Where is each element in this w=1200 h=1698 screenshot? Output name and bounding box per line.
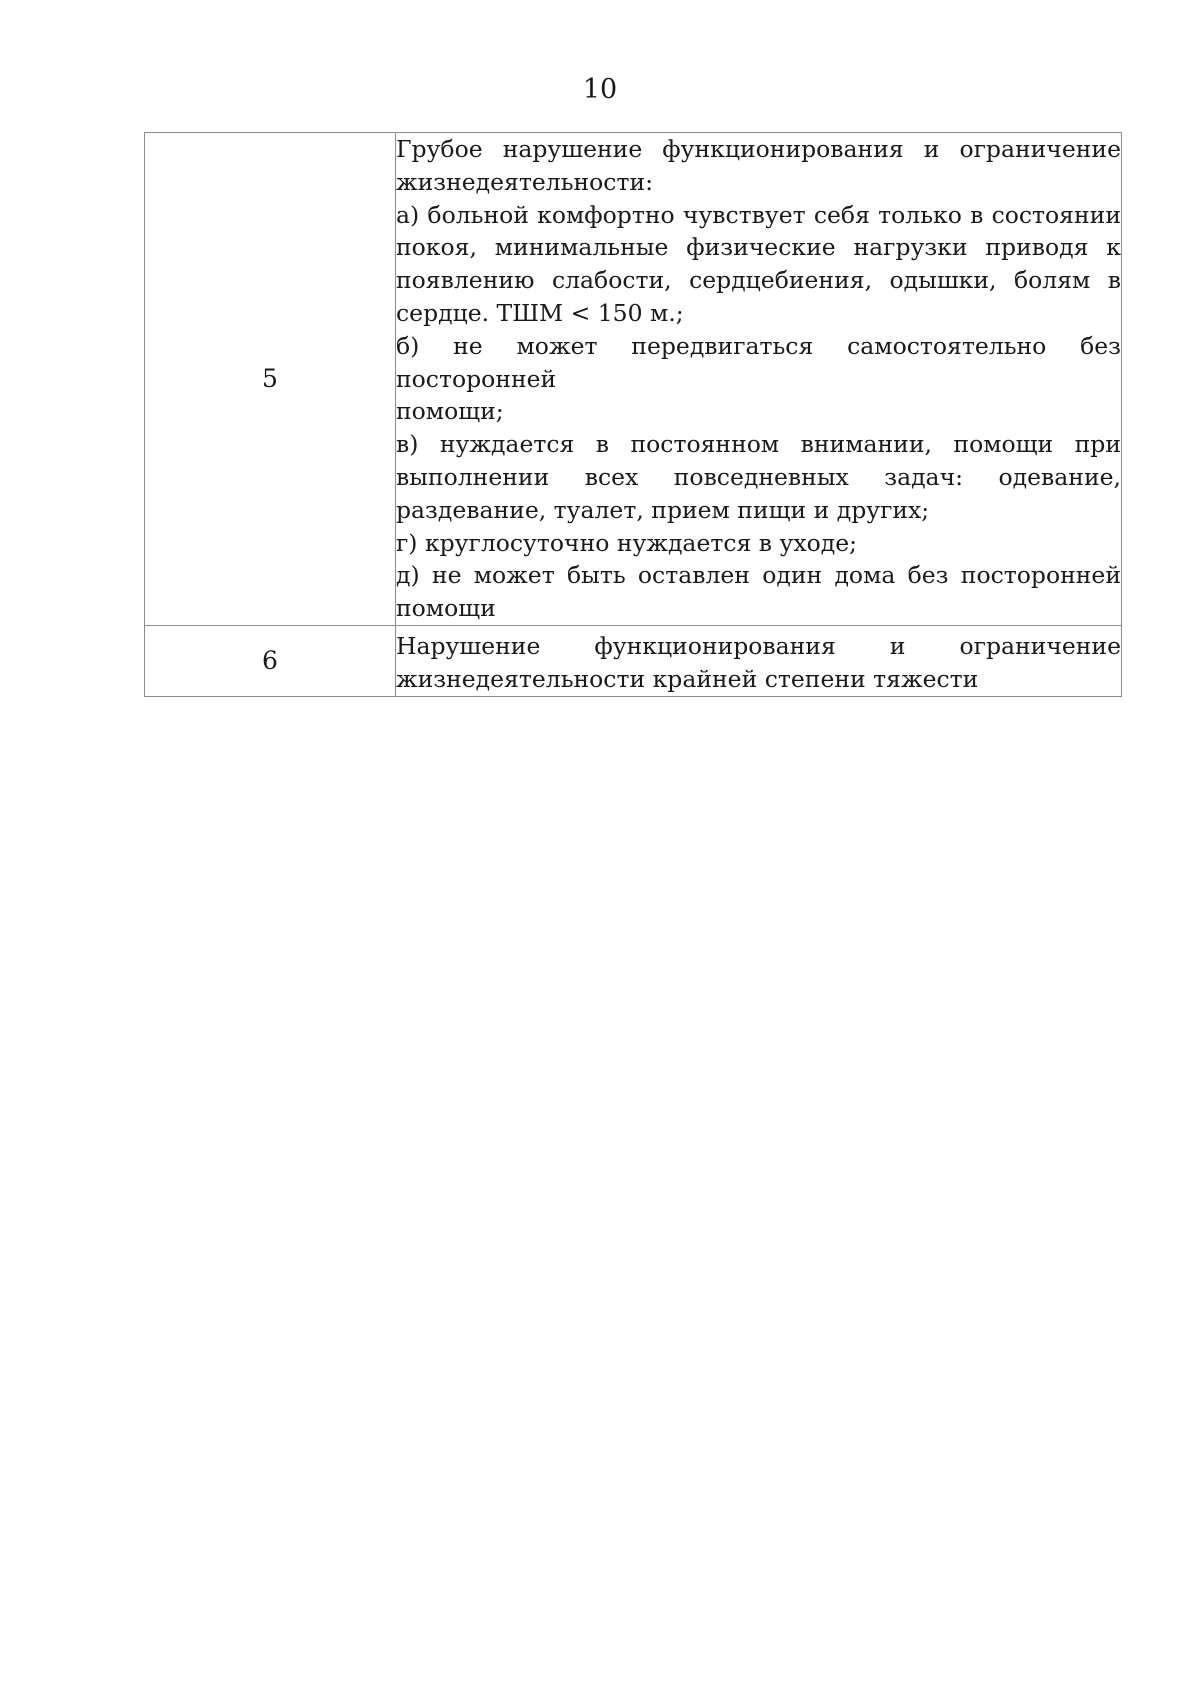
description-paragraph: а) больной комфортно чувствует себя только в состоянии покоя, минимальные физические нагрузки приводя к появлению слабости, сердцебиения, одышки, болям в сердце. ТШМ < 150 м.; xyxy=(396,200,1121,327)
description-paragraph: г) круглосуточно нуждается в уходе; xyxy=(396,528,858,557)
description-paragraph: в) нуждается в постоянном внимании, помощи при выполнении всех повседневных задач: одевание, раздевание, туалет, прием пищи и других; xyxy=(396,430,1121,524)
table-row xyxy=(145,625,1122,696)
description-paragraph: Грубое нарушение функционирования и ограничение жизнедеятельности: xyxy=(396,135,1121,196)
description-paragraph: д) не может быть оставлен один дома без посторонней помощи xyxy=(396,561,1121,623)
table-row xyxy=(145,133,1122,626)
page-number: 10 xyxy=(582,74,618,105)
grade-number-cell: 6 xyxy=(145,625,396,696)
functional-impairment-table xyxy=(144,132,1122,697)
grade-description-cell xyxy=(396,625,1122,696)
description-paragraph: Нарушение функционирования и ограничение жизнедеятельности крайней степени тяжести xyxy=(396,631,1121,693)
description-paragraph: помощи; xyxy=(396,397,504,426)
grade-number-cell: 5 xyxy=(145,133,396,626)
description-paragraph: б) не может передвигаться самостоятельно без посторонней xyxy=(396,331,1121,393)
grade-description-cell xyxy=(396,133,1122,626)
